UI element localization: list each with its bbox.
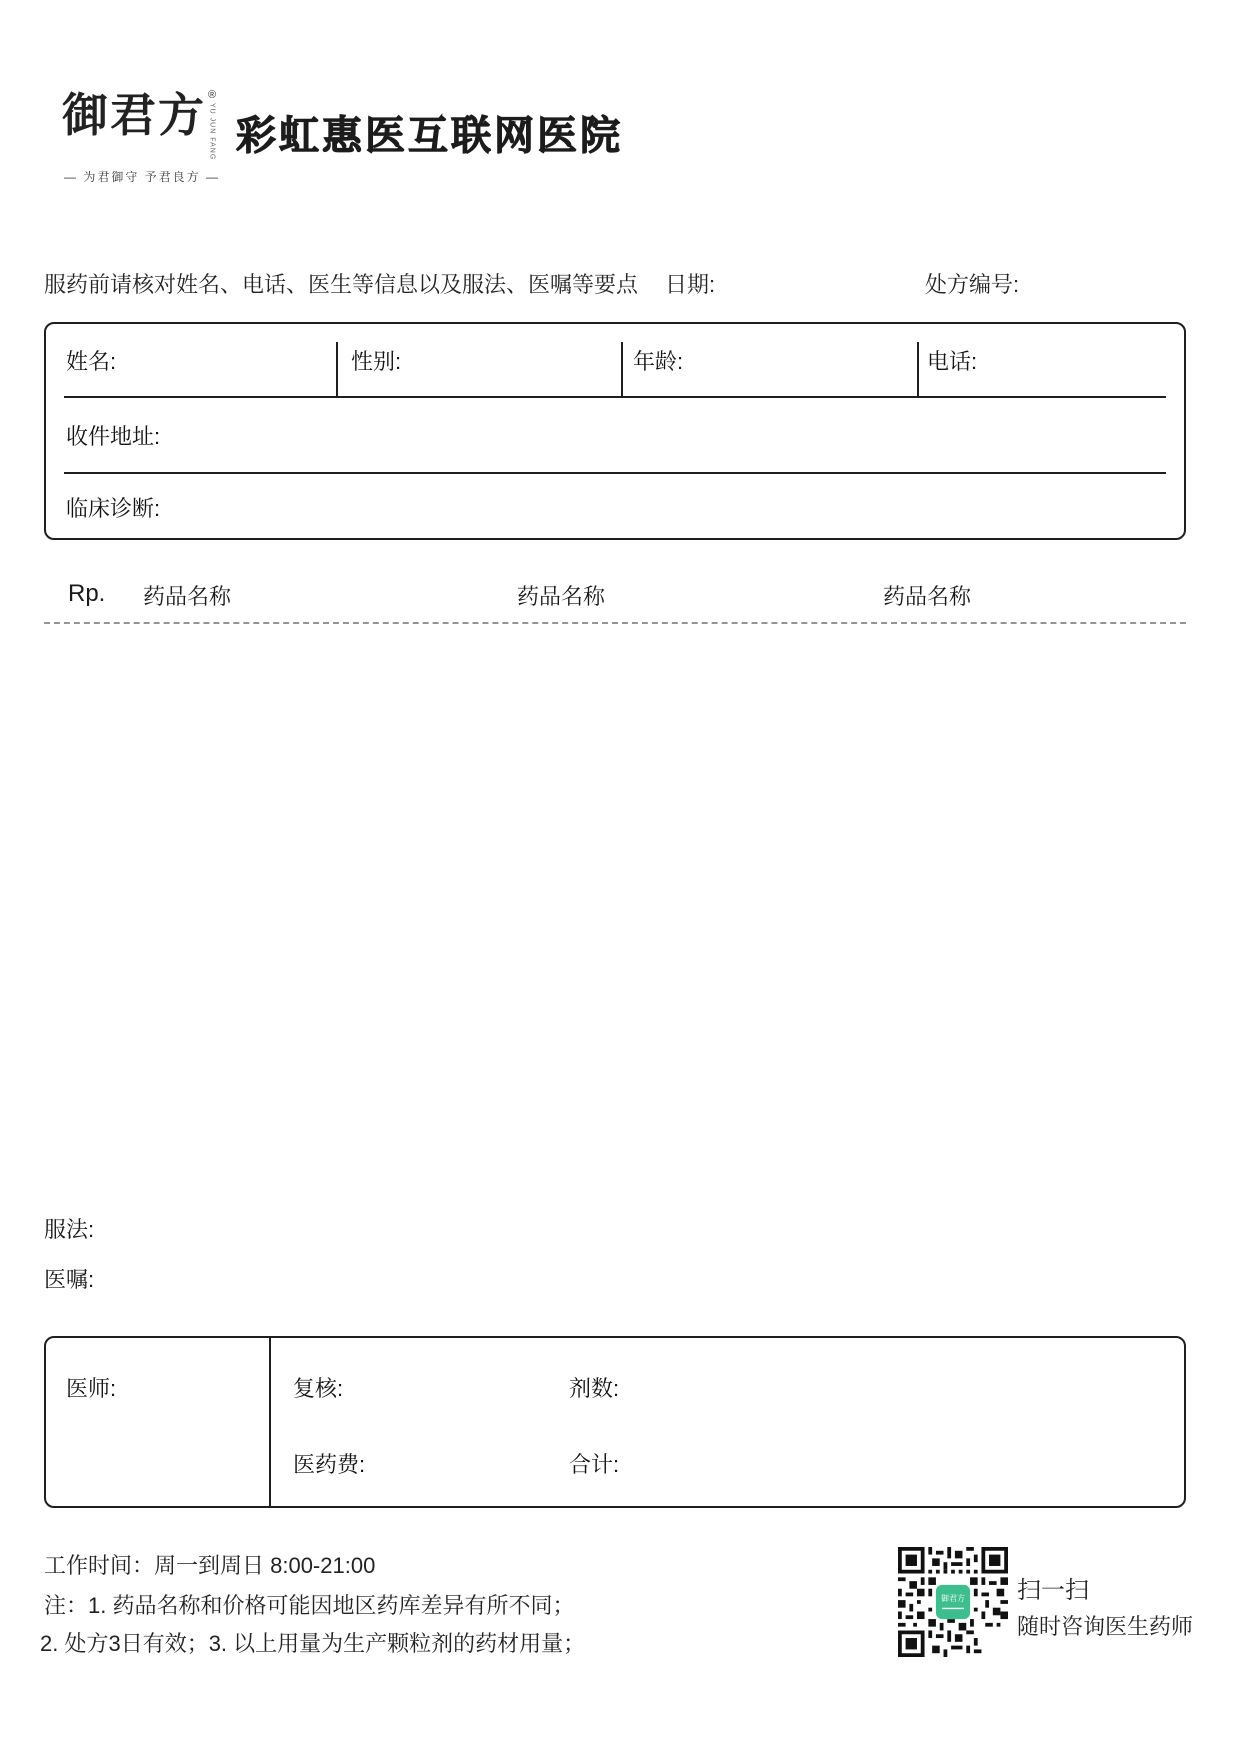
name-label: 姓名: <box>66 348 117 374</box>
total-label: 合计: <box>569 1452 620 1477</box>
age-label: 年龄: <box>633 348 684 374</box>
address-label: 收件地址: <box>66 423 161 449</box>
registered-trademark-icon: ® <box>208 89 217 101</box>
field-age <box>621 324 917 396</box>
brand-tagline: — 为君御守 予君良方 — <box>63 170 220 185</box>
field-phone <box>917 324 1184 396</box>
qr-code-image <box>898 1547 1008 1657</box>
drug-name-column-header: 药品名称 <box>517 584 606 609</box>
review-fee-cell <box>269 1338 1184 1506</box>
hospital-name: 彩虹惠医互联网医院 <box>236 114 623 158</box>
medicine-fee-label: 医药费: <box>293 1452 366 1477</box>
date-label: 日期: <box>665 272 716 297</box>
qr-center-logo-text: 御君方 <box>941 1593 965 1603</box>
brand-logo-pinyin: YU JUN FANG <box>208 103 216 161</box>
rp-header-row <box>0 580 1240 614</box>
doctor-label: 医师: <box>66 1376 117 1401</box>
field-gender <box>336 324 621 396</box>
footer-note-line2: 2. 处方3日有效；3. 以上用量为生产颗粒剂的药材用量； <box>40 1631 586 1656</box>
signature-fee-box <box>44 1336 1186 1508</box>
review-label: 复核: <box>293 1376 344 1401</box>
qr-code <box>898 1547 1008 1657</box>
phone-label: 电话: <box>927 348 978 374</box>
patient-fields-row <box>46 324 1184 396</box>
drug-name-column-header: 药品名称 <box>883 584 972 609</box>
field-address <box>46 398 1184 472</box>
usage-label: 服法: <box>44 1217 95 1242</box>
usage-row <box>44 1213 94 1244</box>
dashed-separator <box>44 622 1186 624</box>
notice-row <box>0 268 1240 298</box>
dose-count-label: 剂数: <box>569 1376 620 1401</box>
rp-label: Rp. <box>68 580 106 607</box>
advice-label: 医嘱: <box>44 1267 95 1292</box>
brand-logo <box>62 89 222 185</box>
scan-qr-title: 扫一扫 <box>1017 1577 1089 1604</box>
gender-label: 性别: <box>351 348 402 374</box>
diagnosis-label: 临床诊断: <box>66 495 161 521</box>
scan-qr-subtitle: 随时咨询医生药师 <box>1017 1614 1194 1639</box>
check-reminder-text: 服药前请核对姓名、电话、医生等信息以及服法、医嘱等要点 <box>44 272 639 297</box>
work-hours-text: 工作时间：周一到周日 8:00-21:00 <box>44 1553 376 1578</box>
field-diagnosis <box>46 474 1184 540</box>
footer-note-line1: 注：1. 药品名称和价格可能因地区药库差异有所不同； <box>44 1593 575 1618</box>
patient-info-box <box>44 322 1186 540</box>
drug-name-column-header: 药品名称 <box>143 584 232 609</box>
brand-logo-text: 御君方 <box>62 90 206 141</box>
doctor-cell <box>46 1338 269 1506</box>
advice-row <box>44 1263 94 1294</box>
field-name <box>46 324 336 396</box>
rx-number-label: 处方编号: <box>925 272 1020 297</box>
